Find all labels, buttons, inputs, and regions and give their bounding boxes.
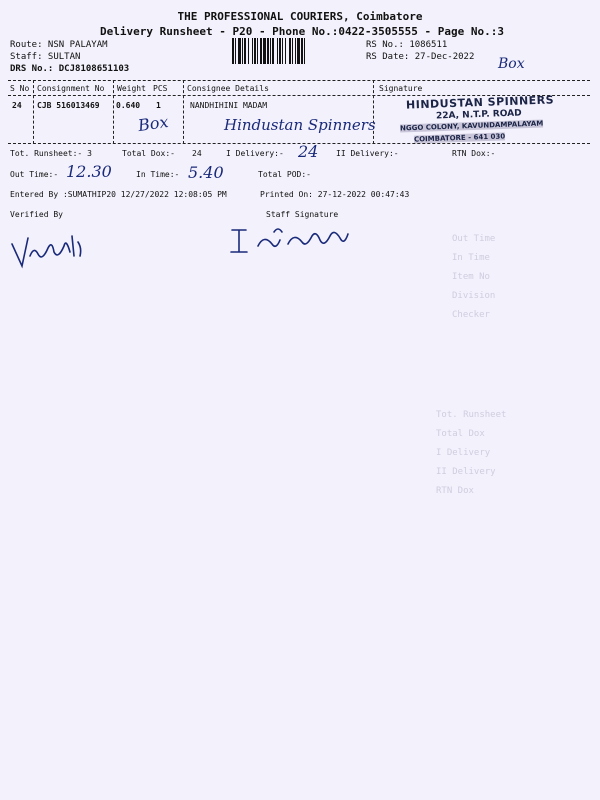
ii-delivery-label: II Delivery:- — [336, 149, 399, 158]
show-through-text: In Time — [452, 253, 490, 263]
i-delivery-handwritten: 24 — [298, 142, 319, 161]
total-pod-label: Total POD:- — [258, 170, 311, 179]
in-time-handwritten: 5.40 — [188, 163, 224, 182]
row-sno: 24 — [12, 101, 22, 110]
column-divider — [113, 80, 114, 144]
show-through-block-a — [452, 230, 495, 325]
show-through-text: Tot. Runsheet — [436, 410, 507, 420]
stamp-line-4: COIMBATORE - 641 030 — [413, 132, 506, 144]
staff-signature-label: Staff Signature — [266, 210, 339, 219]
rs-date: RS Date: 27-Dec-2022 — [366, 52, 475, 62]
box-handwritten-note: Box — [498, 56, 525, 72]
out-time-label: Out Time:- — [10, 170, 59, 179]
show-through-text: Item No — [452, 272, 490, 282]
total-dox-value: 24 — [192, 149, 202, 158]
staff-signature — [228, 220, 358, 260]
stamp-line-2: 22A, N.T.P. ROAD — [435, 108, 522, 122]
col-header-pcs: PCS — [153, 84, 168, 93]
total-runsheet: Tot. Runsheet:- 3 — [10, 149, 92, 158]
col-header-consignee: Consignee Details — [187, 84, 269, 93]
show-through-text: RTN Dox — [436, 486, 474, 496]
verified-by-label: Verified By — [10, 210, 63, 219]
rtn-dox-label: RTN Dox:- — [452, 149, 496, 158]
col-header-sno: S No — [10, 84, 30, 93]
handwritten-consignee: Hindustan Spinners — [224, 116, 376, 134]
table-top-rule — [8, 80, 590, 81]
verifier-signature — [8, 226, 88, 272]
barcode — [232, 38, 356, 64]
show-through-block-b — [436, 406, 506, 501]
row-consignee: NANDHIHINI MADAM — [190, 101, 268, 110]
runsheet-subtitle: Delivery Runsheet - P20 - Phone No.:0422-3505555 - Page No.:3 — [100, 25, 504, 38]
column-divider — [33, 80, 34, 144]
route-label: Route: NSN PALAYAM — [10, 40, 108, 50]
show-through-text: II Delivery — [436, 467, 496, 477]
row-consignment: CJB 516013469 — [37, 101, 100, 110]
col-header-weight: Weight — [117, 84, 146, 93]
stamp-line-3: NGGO COLONY, KAVUNDAMPALAYAM — [399, 119, 544, 133]
show-through-text: I Delivery — [436, 448, 491, 458]
column-divider — [373, 80, 374, 144]
out-time-handwritten: 12.30 — [66, 162, 112, 181]
handwritten-box: Box — [136, 111, 170, 136]
staff-label: Staff: SULTAN — [10, 52, 81, 62]
column-divider — [183, 80, 184, 144]
printed-on: Printed On: 27-12-2022 00:47:43 — [260, 190, 410, 199]
stamp-line-1: HINDUSTAN SPINNERS — [405, 93, 555, 112]
show-through-text: Total Dox — [436, 429, 485, 439]
row-pcs: 1 — [156, 101, 161, 110]
in-time-label: In Time:- — [136, 170, 180, 179]
drs-number: DRS No.: DCJ8108651103 — [10, 64, 130, 74]
total-dox-label: Total Dox:- — [122, 149, 175, 158]
col-header-signature: Signature — [379, 84, 423, 93]
show-through-text: Division — [452, 291, 496, 301]
i-delivery-label: I Delivery:- — [226, 149, 284, 158]
rs-number: RS No.: 1086511 — [366, 40, 448, 50]
show-through-text: Out Time — [452, 234, 496, 244]
company-title: THE PROFESSIONAL COURIERS, Coimbatore — [177, 10, 423, 23]
show-through-text: Checker — [452, 310, 490, 320]
row-weight: 0.640 — [116, 101, 141, 110]
col-header-consignment: Consignment No — [37, 84, 105, 93]
entered-by: Entered By :SUMATHIP20 12/27/2022 12:08:05 PM — [10, 190, 227, 199]
